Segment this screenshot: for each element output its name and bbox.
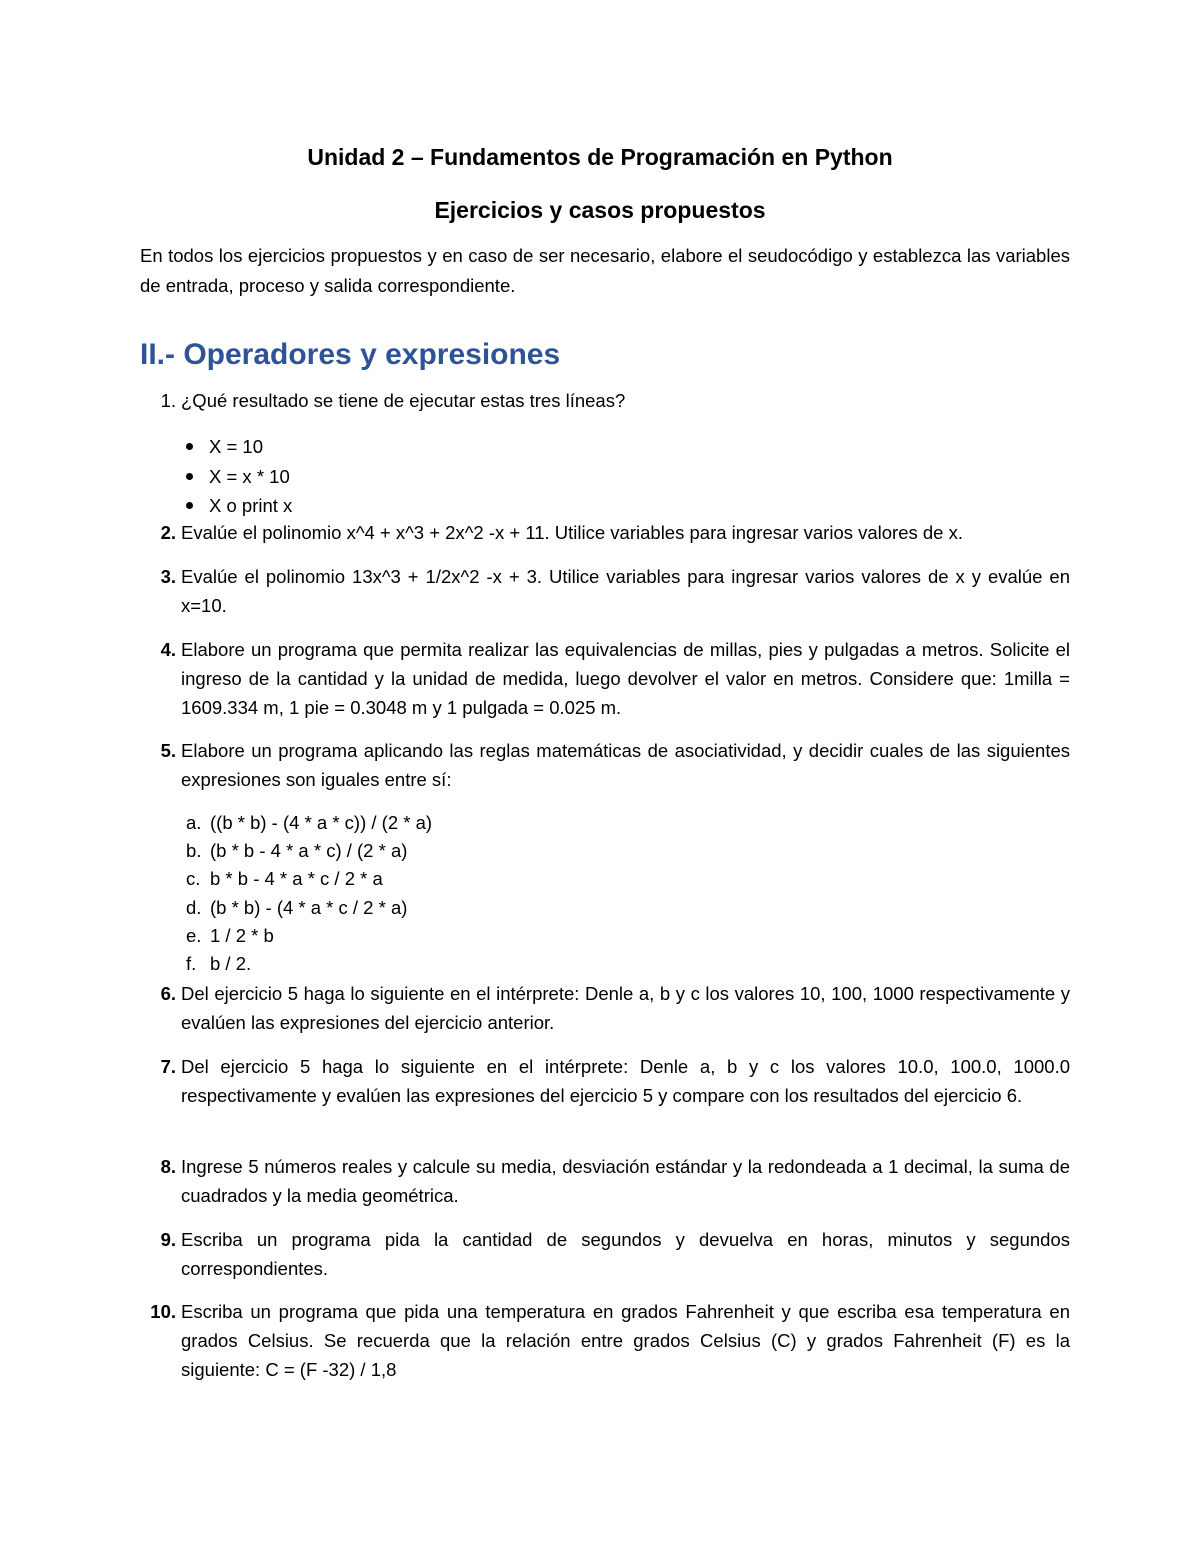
- expression-item: b. (b * b - 4 * a * c) / (2 * a): [186, 840, 408, 862]
- expression-item: e. 1 / 2 * b: [186, 924, 274, 946]
- expression-item: c. b * b - 4 * a * c / 2 * a: [186, 868, 383, 890]
- document-title: Unidad 2 – Fundamentos de Programación en Python: [307, 144, 893, 170]
- exercise-number: 2.: [160, 522, 176, 543]
- bullet-list: [185, 432, 292, 521]
- exercise-number: 6.: [160, 983, 176, 1004]
- exercise-text: Elabore un programa aplicando las reglas matemáticas de asociatividad, y decidir cuales de las siguientes expresiones son iguales entre sí:: [181, 740, 1070, 790]
- exercise-text: Evalúe el polinomio x^4 + x^3 + 2x^2 -x + 11. Utilice variables para ingresar varios valores de x.: [181, 522, 964, 543]
- expression-item: d. (b * b) - (4 * a * c / 2 * a): [186, 896, 408, 918]
- document-subtitle: Ejercicios y casos propuestos: [434, 197, 766, 223]
- bullet-item: X = x * 10: [185, 462, 292, 492]
- intro-paragraph: En todos los ejercicios propuestos y en caso de ser necesario, elabore el seudocódigo y establezca las variables de entrada, proceso y salida correspondiente.: [140, 245, 1070, 296]
- exercise-text: Del ejercicio 5 haga lo siguiente en el intérprete: Denle a, b y c los valores 10.0, 100.0, 1000.0 respectivamente y evalúen las expresiones del ejercicio 5 y compare con los resultados del ejercicio 6.: [181, 1056, 1070, 1106]
- bullet-item: X o print x: [185, 491, 292, 521]
- bullet-dot-icon: [186, 502, 193, 509]
- exercise-number: 7.: [160, 1056, 176, 1077]
- section-heading: II.- Operadores y expresiones: [140, 338, 561, 371]
- expression-item: f. b / 2.: [186, 953, 252, 975]
- exercise-number: 5.: [160, 740, 176, 761]
- exercise-text: Escriba un programa pida la cantidad de segundos y devuelva en horas, minutos y segundos correspondientes.: [181, 1229, 1070, 1279]
- exercise-number: 4.: [160, 639, 176, 660]
- exercise-text: Evalúe el polinomio 13x^3 + 1/2x^2 -x + 3. Utilice variables para ingresar varios valores de x y evalúe en x=10.: [181, 566, 1070, 616]
- exercise-number: 10.: [150, 1301, 176, 1322]
- exercise-number: 1.: [160, 390, 176, 411]
- exercise-text: Escriba un programa que pida una temperatura en grados Fahrenheit y que escriba esa temperatura en grados Celsius. Se recuerda que la relación entre grados Celsius (C) y grados Fahrenheit (F) es la siguiente: C = (F -32) / 1,8: [181, 1301, 1070, 1380]
- bullet-item: X = 10: [185, 432, 292, 462]
- exercise-number: 9.: [160, 1229, 176, 1250]
- exercise-text: Ingrese 5 números reales y calcule su media, desviación estándar y la redondeada a 1 decimal, la suma de cuadrados y la media geométrica.: [181, 1156, 1070, 1206]
- exercise-number: 3.: [160, 566, 176, 587]
- exercise-number: 8.: [160, 1156, 176, 1177]
- exercise-text: ¿Qué resultado se tiene de ejecutar estas tres líneas?: [181, 390, 626, 411]
- bullet-dot-icon: [186, 473, 193, 480]
- bullet-dot-icon: [186, 443, 193, 450]
- exercise-text: Del ejercicio 5 haga lo siguiente en el intérprete: Denle a, b y c los valores 10, 100, 1000 respectivamente y evalúen las expresiones del ejercicio anterior.: [181, 983, 1070, 1033]
- expression-item: a. ((b * b) - (4 * a * c)) / (2 * a): [186, 812, 433, 833]
- exercise-text: Elabore un programa que permita realizar las equivalencias de millas, pies y pulgadas a metros. Solicite el ingreso de la cantidad y la unidad de medida, luego devolver el valor en metros. Considere que: 1milla = 1609.334 m, 1 pie = 0.3048 m y 1 pulgada = 0.025 m.: [181, 639, 1070, 718]
- expression-list: [186, 809, 432, 978]
